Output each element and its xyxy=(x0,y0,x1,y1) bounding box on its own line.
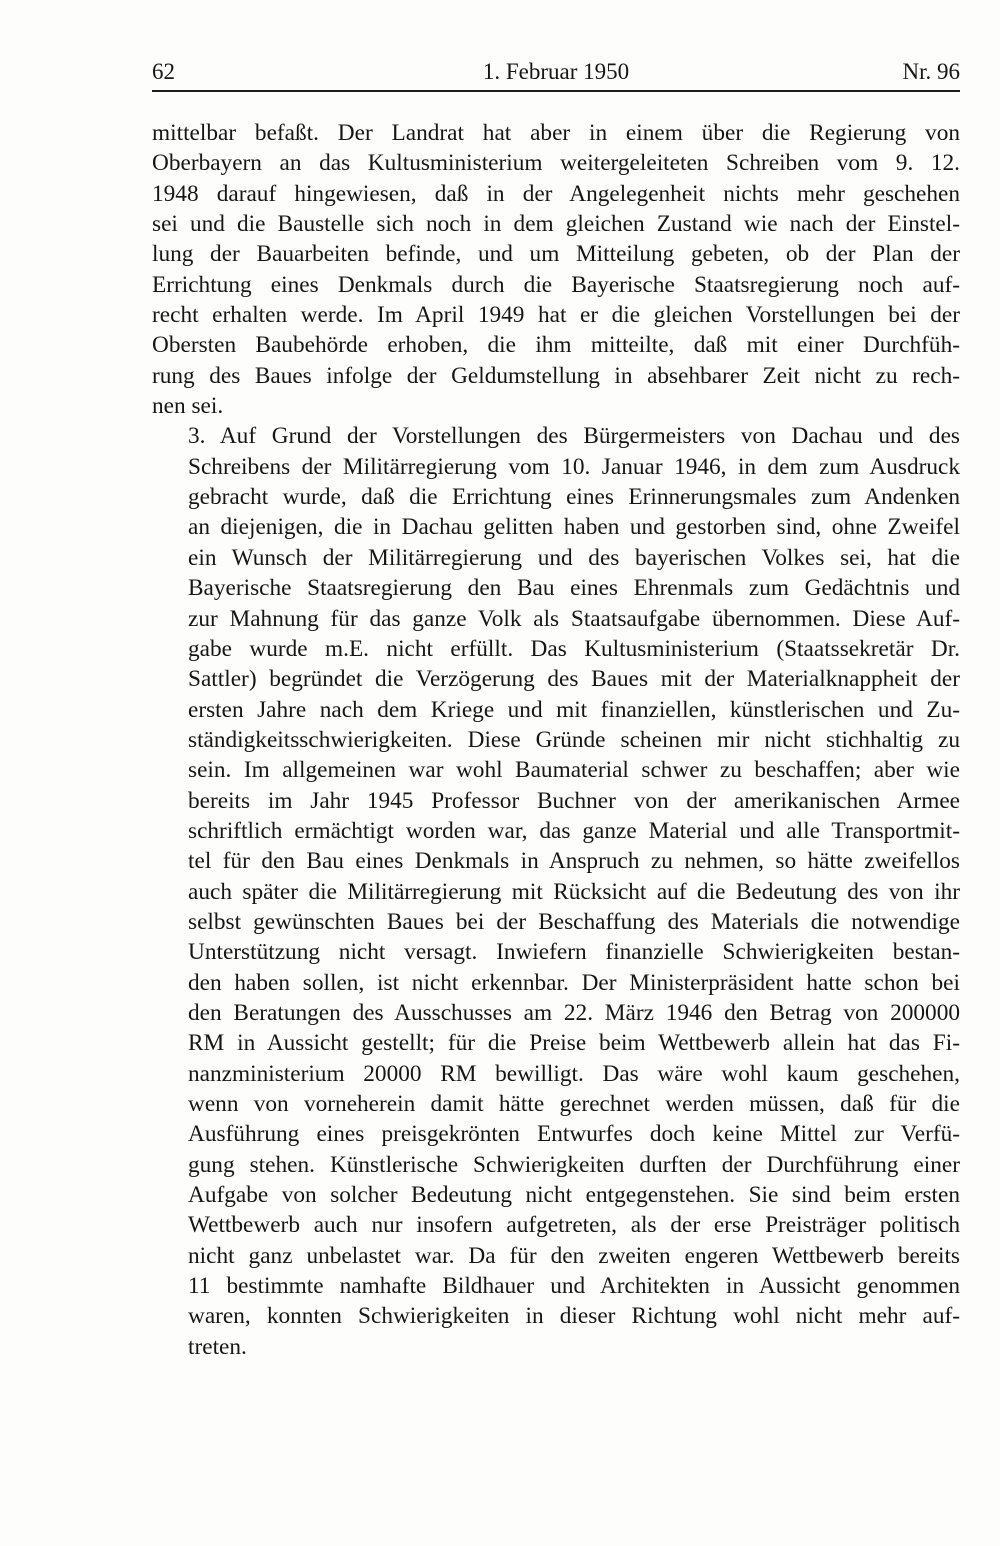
text-line: an diejenigen, die in Dachau gelitten haben und gestorben sind, ohne Zweifel xyxy=(188,514,960,541)
issue-number: Nr. 96 xyxy=(902,59,960,84)
text-line: 11 bestimmte namhafte Bildhauer und Architekten in Aussicht genommen xyxy=(188,1273,960,1300)
text-line: waren, konnten Schwierigkeiten in dieser Richtung wohl nicht mehr auf- xyxy=(188,1303,960,1330)
text-line: nicht ganz unbelastet war. Da für den zweiten engeren Wettbewerb bereits xyxy=(188,1242,960,1269)
body-text xyxy=(152,118,960,1362)
text-line: den haben sollen, ist nicht erkennbar. Der Ministerpräsident hatte schon bei xyxy=(188,969,960,996)
text-line: 3. Auf Grund der Vorstellungen des Bürgermeisters von Dachau und des xyxy=(188,423,960,450)
text-line: bereits im Jahr 1945 Professor Buchner von der amerikanischen Armee xyxy=(188,787,960,814)
text-line: lung der Bauarbeiten befinde, und um Mitteilung gebeten, ob der Plan der xyxy=(152,241,960,268)
text-line: Oberbayern an das Kultusministerium weitergeleiteten Schreiben vom 9. 12. xyxy=(152,150,960,177)
text-line: wenn von vorneherein damit hätte gerechnet werden müssen, daß für die xyxy=(188,1091,960,1117)
text-line: ständigkeitsschwierigkeiten. Diese Gründe scheinen mir nicht stichhaltig zu xyxy=(188,726,960,753)
text-line: gebracht wurde, daß die Errichtung eines Erinnerungsmales zum Andenken xyxy=(188,484,960,511)
paragraph xyxy=(152,421,960,1362)
text-line: Schreibens der Militärregierung vom 10. Januar 1946, in dem zum Ausdruck xyxy=(188,453,960,480)
text-line: treten. xyxy=(188,1333,247,1360)
text-line: Unterstützung nicht versagt. Inwiefern finanzielle Schwierigkeiten bestan- xyxy=(188,939,960,966)
text-line: sei und die Baustelle sich noch in dem gleichen Zustand wie nach der Einstel- xyxy=(152,211,960,238)
text-line: Bayerische Staatsregierung den Bau eines Ehrenmals zum Gedächtnis und xyxy=(188,575,960,602)
text-line: nen sei. xyxy=(152,393,224,420)
text-line: Aufgabe von solcher Bedeutung nicht entgegenstehen. Sie sind beim ersten xyxy=(188,1182,960,1209)
text-line: den Beratungen des Ausschusses am 22. März 1946 den Betrag von 200000 xyxy=(188,999,960,1026)
text-line: RM in Aussicht gestellt; für die Preise beim Wettbewerb allein hat das Fi- xyxy=(188,1030,960,1057)
text-line: tel für den Bau eines Denkmals in Anspruch zu nehmen, so hätte zweifellos xyxy=(188,848,960,875)
text-line: selbst gewünschten Baues bei der Beschaffung des Materials die notwendige xyxy=(188,908,960,935)
paragraph xyxy=(152,118,960,421)
page-number: 62 xyxy=(152,59,175,84)
text-line: Wettbewerb auch nur insofern aufgetreten, als der erse Preisträger politisch xyxy=(188,1212,960,1239)
text-line: ein Wunsch der Militärregierung und des bayerischen Volkes sei, hat die xyxy=(188,544,960,571)
text-line: Errichtung eines Denkmals durch die Bayerische Staatsregierung noch auf- xyxy=(152,271,960,298)
text-line: nanzministerium 20000 RM bewilligt. Das wäre wohl kaum geschehen, xyxy=(188,1060,960,1087)
text-line: gabe wurde m.E. nicht erfüllt. Das Kultusministerium (Staatssekretär Dr. xyxy=(188,635,960,662)
issue-date: 1. Februar 1950 xyxy=(482,59,630,84)
text-line: schriftlich ermächtigt worden war, das ganze Material und alle Transportmit- xyxy=(188,817,960,844)
text-line: auch später die Militärregierung mit Rücksicht auf die Bedeutung des von ihr xyxy=(188,878,960,905)
text-line: Sattler) begründet die Verzögerung des Baues mit der Materialknappheit der xyxy=(188,666,960,693)
text-line: zur Mahnung für das ganze Volk als Staatsaufgabe übernommen. Diese Auf- xyxy=(188,605,960,632)
text-line: recht erhalten werde. Im April 1949 hat er die gleichen Vorstellungen bei der xyxy=(152,302,960,329)
text-line: Obersten Baubehörde erhoben, die ihm mitteilte, daß mit einer Durchfüh- xyxy=(152,332,960,359)
text-line: 1948 darauf hingewiesen, daß in der Angelegenheit nichts mehr geschehen xyxy=(152,180,960,207)
page-header xyxy=(152,56,960,92)
text-line: sein. Im allgemeinen war wohl Baumaterial schwer zu beschaffen; aber wie xyxy=(188,757,960,784)
text-line: rung des Baues infolge der Geldumstellung in absehbarer Zeit nicht zu rech- xyxy=(152,362,960,389)
text-line: Ausführung eines preisgekrönten Entwurfes doch keine Mittel zur Verfü- xyxy=(188,1121,960,1148)
text-line: ersten Jahre nach dem Kriege und mit finanziellen, künstlerischen und Zu- xyxy=(188,696,960,723)
text-line: mittelbar befaßt. Der Landrat hat aber in einem über die Regierung von xyxy=(152,120,960,146)
text-line: gung stehen. Künstlerische Schwierigkeiten durften der Durchführung einer xyxy=(188,1151,960,1178)
